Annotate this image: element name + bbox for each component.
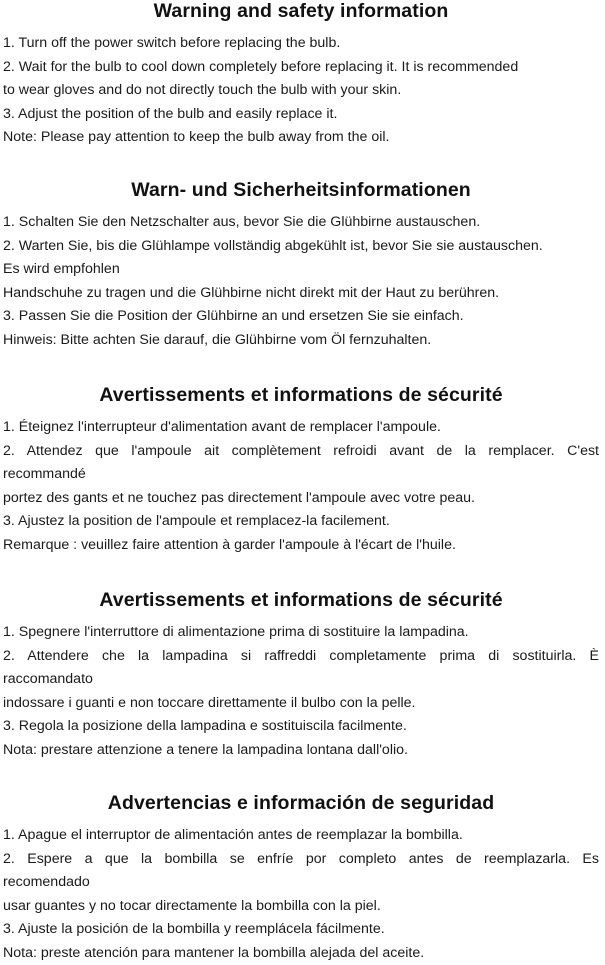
- section-title: Avertissements et informations de sécurité: [3, 589, 599, 611]
- instruction-line: 1. Apague el interruptor de alimentación antes de reemplazar la bombilla.: [3, 824, 599, 848]
- section-german: [3, 179, 599, 352]
- instruction-line: 2. Espere a que la bombilla se enfríe por completo antes de reemplazarla. Es: [3, 848, 599, 872]
- instruction-list: [3, 621, 599, 762]
- instruction-line: portez des gants et ne touchez pas directement l'ampoule avec votre peau.: [3, 487, 599, 511]
- instruction-line: 2. Attendere che la lampadina si raffreddi completamente prima di sostituirla. È: [3, 645, 599, 669]
- note-line: Remarque : veuillez faire attention à garder l'ampoule à l'écart de l'huile.: [3, 534, 599, 558]
- instruction-line: 3. Passen Sie die Position der Glühbirne an und ersetzen Sie sie einfach.: [3, 305, 599, 329]
- section-english: [3, 0, 599, 150]
- instruction-line: raccomandato: [3, 668, 599, 692]
- instruction-line: 1. Spegnere l'interruttore di alimentazione prima di sostituire la lampadina.: [3, 621, 599, 645]
- note-line: Nota: preste atención para mantener la bombilla alejada del aceite.: [3, 942, 599, 965]
- note-line: Nota: prestare attenzione a tenere la lampadina lontana dall'olio.: [3, 739, 599, 763]
- note-line: Hinweis: Bitte achten Sie darauf, die Glühbirne vom Öl fernzuhalten.: [3, 329, 599, 353]
- section-title: Avertissements et informations de sécurité: [3, 384, 599, 406]
- note-line: Note: Please pay attention to keep the bulb away from the oil.: [3, 126, 599, 150]
- section-french: [3, 384, 599, 557]
- instruction-line: Handschuhe zu tragen und die Glühbirne nicht direkt mit der Haut zu berühren.: [3, 282, 599, 306]
- section-italian: [3, 589, 599, 762]
- instruction-line: 3. Ajuste la posición de la bombilla y reemplácela fácilmente.: [3, 918, 599, 942]
- instruction-line: 3. Regola la posizione della lampadina e sostituiscila facilmente.: [3, 715, 599, 739]
- instruction-line: usar guantes y no tocar directamente la bombilla con la piel.: [3, 895, 599, 919]
- instruction-line: 3. Ajustez la position de l'ampoule et remplacez-la facilement.: [3, 510, 599, 534]
- instruction-list: [3, 824, 599, 965]
- instruction-line: 1. Schalten Sie den Netzschalter aus, bevor Sie die Glühbirne austauschen.: [3, 211, 599, 235]
- section-title: Warn- und Sicherheitsinformationen: [3, 179, 599, 201]
- instruction-list: [3, 416, 599, 557]
- instruction-list: [3, 211, 599, 352]
- section-title: Warning and safety information: [3, 0, 599, 22]
- instruction-line: recommandé: [3, 463, 599, 487]
- instruction-line: to wear gloves and do not directly touch the bulb with your skin.: [3, 79, 599, 103]
- section-title: Advertencias e información de seguridad: [3, 792, 599, 814]
- instruction-line: 3. Adjust the position of the bulb and easily replace it.: [3, 103, 599, 127]
- instruction-line: recomendado: [3, 871, 599, 895]
- instruction-line: Es wird empfohlen: [3, 258, 599, 282]
- section-spanish: [3, 792, 599, 965]
- instruction-line: indossare i guanti e non toccare direttamente il bulbo con la pelle.: [3, 692, 599, 716]
- instruction-list: [3, 32, 599, 150]
- instruction-line: 2. Wait for the bulb to cool down completely before replacing it. It is recommended: [3, 56, 599, 80]
- instruction-line: 2. Attendez que l'ampoule ait complètement refroidi avant de la remplacer. C'est: [3, 440, 599, 464]
- instruction-line: 1. Éteignez l'interrupteur d'alimentation avant de remplacer l'ampoule.: [3, 416, 599, 440]
- instruction-line: 2. Warten Sie, bis die Glühlampe vollständig abgekühlt ist, bevor Sie sie austauschen.: [3, 235, 599, 259]
- instruction-line: 1. Turn off the power switch before replacing the bulb.: [3, 32, 599, 56]
